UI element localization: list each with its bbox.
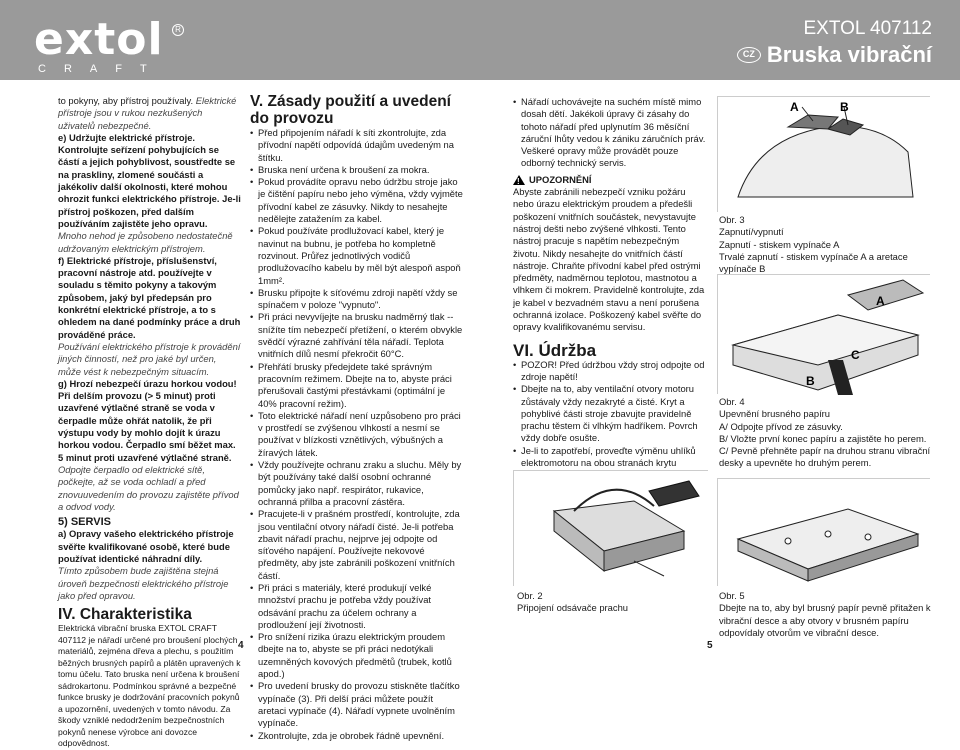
caption-line: Zapnutí - stiskem vypínače A xyxy=(719,238,840,250)
list-item: • Bruska není určena k broušení za mokra. xyxy=(250,164,463,176)
figure-5-caption xyxy=(719,590,932,639)
logo-wordmark: extol xyxy=(34,14,164,65)
list-item: • Toto elektrické nářadí není uzpůsobeno pro práci v prostředí se zvýšenou vlhkostí a nesmí se používat v blízkosti vznětlivých, výbušných a žíravých látek. xyxy=(250,410,463,459)
section-heading: VI. Údržba xyxy=(513,340,597,360)
caption-lines xyxy=(719,408,932,469)
warning-label: UPOZORNĚNÍ xyxy=(529,173,592,185)
list-item: • POZOR! Před údržbou vždy stroj odpojte od zdroje napětí! xyxy=(513,359,708,384)
header-bar xyxy=(0,0,960,80)
page-number: 4 xyxy=(238,640,244,651)
italic-note: Odpojte čerpadlo od elektrické sítě, počkejte, až se voda ochladí a před znovuuvedením do provozu zajistěte přívod a odvod vody. xyxy=(58,463,239,512)
section-heading: 5) SERVIS xyxy=(58,516,111,529)
figure-4-image xyxy=(717,274,930,394)
column-2 xyxy=(250,93,463,742)
text-paragraph: Elektrická vibrační bruska EXTOL CRAFT 407112 je nářadí určené pro broušení plochých materiálů, zejména dřeva a plechu, s použitím běžných brusných papírů a plátěn upravených k tomu účelu. Tato bruska není určena k broušení sádrokartonu. Podmínkou správné a bezpečné funkce brusky je dodržování pracovních pokynů a upozornění, uvedených v tomto návodu. Za škody vzniklé nedodržením bezpečnostních pokynů nenese výrobce ani dovozce odpovědnost. xyxy=(58,623,241,749)
text-paragraph: f) Elektrické přístroje, příslušenství, pracovní nástroje atd. používejte v souladu s těmito pokyny a takovým způsobem, jaký byl předepsán pro konkrétní elektrické přístroje, a to s ohledem na dané podmínky práce a druh prováděné práce. xyxy=(58,254,241,340)
figure-2-caption xyxy=(517,590,628,615)
caption-line: B/ Vložte první konec papíru a zajistěte ho perem. xyxy=(719,432,927,444)
list-item: • Při práci s materiály, které produkují velké množství prachu je potřeba vždy používat odsávání prachu za účelem ochrany a prodloužení její životnosti. xyxy=(250,582,463,631)
figure-4-caption xyxy=(719,396,932,470)
caption-line: Upevnění brusného papíru xyxy=(719,408,831,420)
italic-note: Mnoho nehod je způsobeno nedostatečně udržovaným elektrickým přístrojem. xyxy=(58,230,233,254)
registered-mark: R xyxy=(172,24,184,36)
language-badge: CZ xyxy=(737,47,761,63)
text-paragraph: e) Udržujte elektrické přístroje. Kontrolujte seřízení pohybujících se částí a jejich pohyblivost, soustředte se na praskliny, zlomené součásti a jakékoliv další okolnosti, které mohou ohrozit funkci elektrického přístroje. Je-li přístroj poškozen, před dalším používáním zajistěte jeho opravu. xyxy=(58,131,241,229)
warning-icon: ! xyxy=(513,175,525,185)
caption-label: Obr. 4 xyxy=(719,396,745,407)
caption-label: Obr. 5 xyxy=(719,590,745,601)
logo-subtext: CRAFT xyxy=(38,63,165,75)
warning-text: Abyste zabránili nebezpečí vzniku požáru nebo úrazu elektrickým proudem a předešli poškození vnitřních součástek, nevystavujte nástroj dešti nebo zvýšené vlhkosti. Tento nástroj pracuje s napětím nebezpečným životu. Nikdy nesahejte do vnitřních částí nástroje. Chraňte přívodní kabel před ostrými předměty, nadměrnou teplotou, mastnotou a vlhkem či mokrem. Pravidelně kontrolujte, zda je kabel v bezvadném stavu a není porušena ochranná izolace. Poškozený kabel svěřte do opravy kvalifikovanému servisu. xyxy=(513,186,705,333)
list-item: • Zkontrolujte, zda je obrobek řádně upevnění. xyxy=(250,730,463,742)
list-item: • Při práci nevyvíjejte na brusku nadměrný tlak -- snížíte tím nebezpečí přetížení, o kterém obvykle svědčí výrazné zahřívání těla nářadí. Teplota vnitřních dílů nesmí překročit 60°C. xyxy=(250,311,463,360)
figure-5-image xyxy=(717,478,930,586)
list-item: • Nářadí uchovávejte na suchém místě mimo dosah dětí. Jakékoli úpravy či zásahy do tohoto nářadí před uplynutím 36 měsíční záruční lhůty vedou k zániku záručních práv. Veškeré opravy může provádět pouze odborný technický servis. xyxy=(513,96,708,170)
bullet-list xyxy=(250,127,463,742)
text-paragraph xyxy=(58,95,241,132)
section-heading: IV. Charakteristika xyxy=(58,606,192,624)
extol-logo xyxy=(34,14,181,75)
italic-note: Používání elektrického přístroje k provádění jiných činností, než pro jaké byl určen, může vést k nebezpečným situacím. xyxy=(58,340,241,377)
text-paragraph: a) Opravy vašeho elektrického přístroje svěřte kvalifikované osobě, které bude používat identické náhradní díly. xyxy=(58,528,234,564)
fig4-label-a: A xyxy=(876,294,885,308)
model-number: EXTOL 407112 xyxy=(803,18,932,39)
fig4-label-c: C xyxy=(851,348,860,362)
caption-text: Připojení odsávače prachu xyxy=(517,602,629,614)
list-item: • Před připojením nářadí k síti zkontrolujte, zda přívodní napětí odpovídá údajům uvedeným na štítku. xyxy=(250,127,463,164)
fig3-label-b: B xyxy=(840,100,849,114)
list-item: • Pro uvedení brusky do provozu stiskněte tlačítko vypínače (3). Při delší práci můžete použít aretaci vypínače (4). Nářadí vypnete uvolněním vypínače. xyxy=(250,680,463,729)
caption-line: A/ Odpojte přívod ze zásuvky. xyxy=(719,420,843,432)
caption-line: C/ Pevně přehněte papír na druhou stranu vibrační desky a upevněte ho druhým perem. xyxy=(719,445,931,469)
list-item: • Pro snížení rizika úrazu elektrickým proudem dbejte na to, abyste se při práci nedotýkali uzemněných kovových předmětů (trubek, kotlů apod.) xyxy=(250,631,463,680)
text-paragraph: g) Hrozí nebezpečí úrazu horkou vodou! Při delším provozu (> 5 minut) proti uzavřené výtlačné straně se voda v čerpadle může ohřát natolik, že při výstupu vody by mohlo dojít k úrazu horkou vodou. Čerpadlo smí běžet max. 5 minut proti uzavřené výtlačné straně. xyxy=(58,377,237,463)
fig3-label-a: A xyxy=(790,100,799,114)
section-heading: V. Zásady použití a uvedení do provozu xyxy=(250,93,451,127)
column-1 xyxy=(58,95,241,750)
bullet-list xyxy=(513,96,708,170)
caption-line: Zapnutí/vypnutí xyxy=(719,226,784,238)
list-item: • Vždy používejte ochranu zraku a sluchu. Měly by být používány také další osobní ochranné pomůcky jako např. respirátor, rukavice, ochranná přilba a pracovní zástěra. xyxy=(250,459,463,508)
warning-heading xyxy=(513,174,708,186)
list-item: • Pokud používáte prodlužovací kabel, který je navinut na bubnu, je potřeba ho kompletně rozvinout. Průřez jednotlivých vodičů prodlužovacího kabelu by měl být alespoň aspoň 1mm². xyxy=(250,225,463,286)
list-item: • Pracujete-li v prašném prostředí, kontrolujte, zda jsou ventilační otvory nářadí čisté. Je-li potřeba zbavit nářadí prachu, nejprve jej odpojte od síťového napájení. Používejte nekovové předměty, aby jste zabránili poškození vnitřních částí. xyxy=(250,508,463,582)
caption-label: Obr. 3 xyxy=(719,214,745,225)
text-span: to pokyny, aby přístroj používaly. xyxy=(58,95,194,106)
caption-line: Trvalé zapnutí - stiskem vypínače A a aretace vypínače B xyxy=(719,250,908,275)
italic-note: Elektrické přístroje jsou v rukou nezkušených uživatelů nebezpečné. xyxy=(58,95,237,131)
list-item: • Brusku připojte k síťovému zdroji napětí vždy se spínačem v poloze "vypnuto". xyxy=(250,287,463,312)
page-title: Bruska vibrační xyxy=(766,42,932,67)
figure-2-image xyxy=(513,470,708,586)
list-item: • Je-li to zapotřebí, proveďte výměnu uhlíků elektromotoru na obou stranách krytu xyxy=(513,445,708,482)
italic-note: Tímto způsobem bude zajištěna stejná úroveň bezpečnosti elektrického přístroje jako před opravou. xyxy=(58,565,229,601)
page-number: 5 xyxy=(707,640,713,651)
title-row xyxy=(737,42,932,68)
list-item: • Přehřátí brusky předejdete také správným pracovním režimem. Dbejte na to, abyste práci přerušovali častými přestávkami (optimální je 40% pracovní režim). xyxy=(250,361,463,410)
caption-text: Dbejte na to, aby byl brusný papír pevně přitažen k vibrační desce a aby otvory v brusném papíru odpovídaly otvorům ve vibrační desce. xyxy=(719,602,931,638)
column-3 xyxy=(513,96,708,519)
fig4-label-b: B xyxy=(806,374,815,388)
list-item: • Dbejte na to, aby ventilační otvory motoru zůstávaly vždy nezakryté a čisté. Kryt a pohyblivé části stroje zbavujte pravidelně prachu těstem či vlhkým hadříkem. Povrch vždy dobře osušte. xyxy=(513,383,708,444)
list-item: • Pokud provádíte opravu nebo údržbu stroje jako je čištění papíru nebo jeho výměna, vždy vyjměte přívodní kabel ze zásuvky. Nikdy to nesahejte nedělejte zatažením za kabel. xyxy=(250,176,463,225)
figure-3-image xyxy=(717,96,930,212)
caption-label: Obr. 2 xyxy=(517,590,543,601)
